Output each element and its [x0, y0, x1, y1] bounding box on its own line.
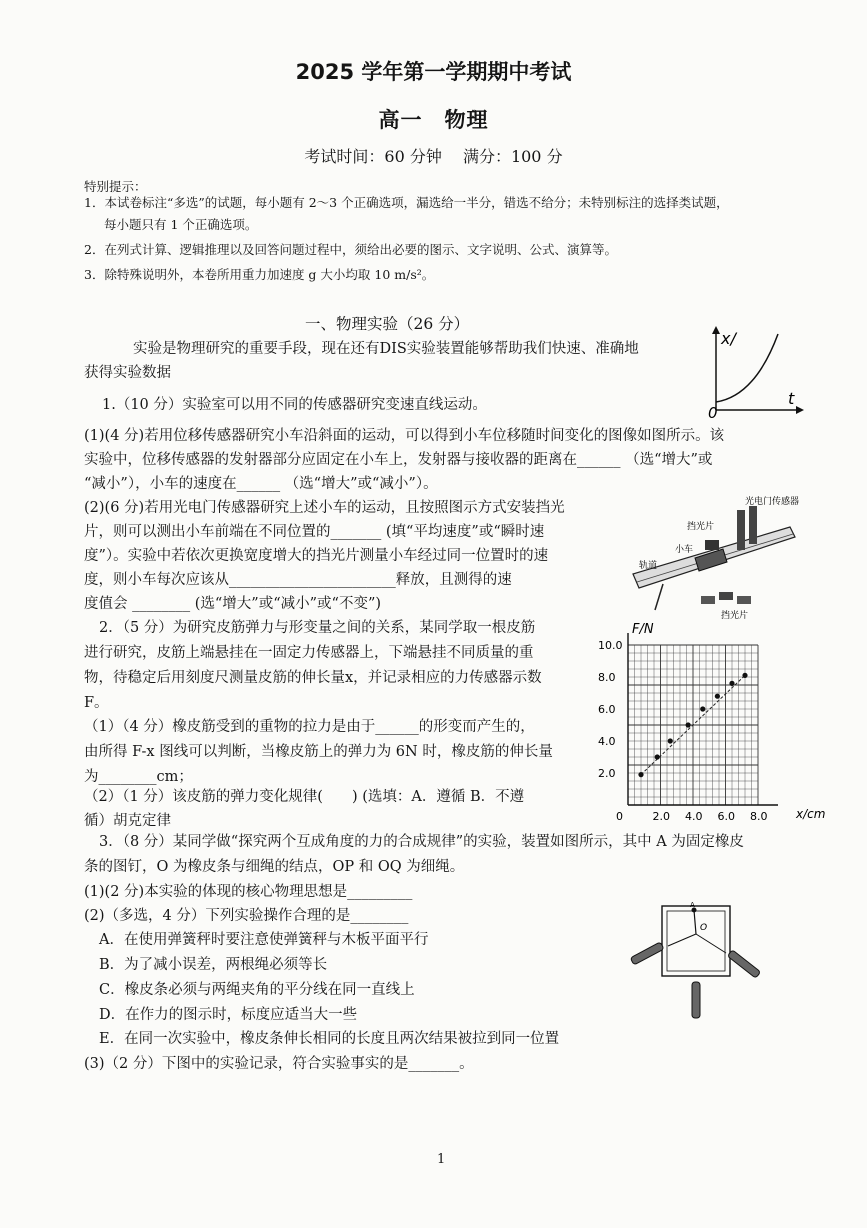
q3-option-b: B．为了减小误差，两根绳必须等长 — [99, 957, 328, 973]
section-intro-1: 实验是物理研究的重要手段，现在还有DIS实验装置能够帮助我们快速、准确地 — [133, 341, 639, 357]
note-1: 1．本试卷标注“多选”的试题，每小题有 2～3 个正确选项，漏选给一半分，错选不给分；未特别标注的选择类试题， — [84, 195, 729, 210]
fx-xlabel: x/cm — [796, 807, 826, 821]
force-board-figure — [628, 898, 768, 1023]
label-shade: 挡光片 — [687, 522, 715, 532]
xt-x-label: t — [788, 389, 795, 408]
fx-data-point — [715, 694, 720, 699]
fx-ylabel: F/N — [632, 622, 654, 637]
q1-p2-line3: 度”）。实验中若依次更换宽度增大的挡光片测量小车经过同一位置时的速 — [84, 548, 549, 564]
q1-p2-line1: (2)(6 分)若用光电门传感器研究上述小车的运动，且按照图示方式安装挡光 — [84, 500, 565, 516]
q2-p1-3: 为________cm； — [84, 769, 193, 785]
label-o: O — [700, 923, 708, 933]
q1-stem: 1.（10 分）实验室可以用不同的传感器研究变速直线运动。 — [102, 397, 487, 413]
label-a: A — [690, 901, 695, 909]
notes-heading: 特别提示： — [84, 179, 147, 194]
exam-title: 2025 学年第一学期期中考试 — [295, 60, 572, 84]
q2-p2-2: 循）胡克定律 — [84, 813, 171, 829]
photogate — [737, 510, 745, 550]
q1-p1-line3: “减小”），小车的速度在______ （选“增大”或“减小”）。 — [84, 476, 438, 492]
q2-p1-1: （1）（4 分）橡皮筋受到的重物的拉力是由于______的形变而产生的， — [84, 719, 535, 735]
label-cart: 小车 — [675, 545, 694, 555]
q1-p2-line2: 片，则可以测出小车前端在不同位置的_______ (填“平均速度”或“瞬时速 — [84, 524, 545, 540]
q3-p3: (3)（2 分）下图中的实验记录，符合实验事实的是_______。 — [84, 1056, 474, 1072]
fx-y-tick: 6.0 — [598, 703, 616, 716]
exam-subject: 高一 物理 — [378, 108, 489, 132]
fx-data-point — [700, 706, 705, 711]
fx-x-tick: 4.0 — [685, 810, 703, 823]
fx-chart — [590, 615, 840, 830]
q1-p2-line4: 度，则小车每次应该从_______________________释放，且测得的速 — [84, 572, 512, 588]
spring-scale-right — [727, 950, 760, 978]
section-intro-2: 获得实验数据 — [84, 365, 171, 381]
q3-p2: (2)（多选，4 分）下列实验操作合理的是________ — [84, 908, 409, 924]
fx-y-tick: 10.0 — [598, 639, 623, 652]
q3-stem-2: 条的图钉，O 为橡皮条与细绳的结点，OP 和 OQ 为细绳。 — [84, 859, 465, 875]
board — [662, 906, 730, 976]
q1-p1-line1: (1)(4 分)若用位移传感器研究小车沿斜面的运动，可以得到小车位移随时间变化的图像如图所示。该 — [84, 428, 725, 444]
q2-stem-4: F。 — [84, 695, 109, 711]
q3-option-a: A．在使用弹簧秤时要注意使弹簧秤与木板平面平行 — [99, 932, 429, 948]
q3-option-d: D．在作力的图示时，标度应适当大一些 — [99, 1007, 358, 1023]
label-sensor: 光电门传感器 — [745, 497, 800, 507]
fx-y-tick: 2.0 — [598, 767, 616, 780]
spring-scale-left — [630, 942, 664, 965]
fx-x-tick: 2.0 — [652, 810, 670, 823]
fx-x-tick: 8.0 — [750, 810, 768, 823]
fx-data-point — [742, 673, 747, 678]
label-shades: 挡光片 — [721, 611, 749, 621]
q3-option-c: C．橡皮条必须与两绳夹角的平分线在同一直线上 — [99, 982, 415, 998]
xt-origin: 0 — [708, 404, 718, 420]
fx-data-point — [638, 772, 643, 777]
q1-p2-line5: 度值会 ________ (选“增大”或“减小”或“不变”) — [84, 596, 382, 612]
note-2: 2．在列式计算、逻辑推理以及回答问题过程中，须给出必要的图示、文字说明、公式、演算等。 — [84, 242, 617, 257]
note-3: 3．除特殊说明外，本卷所用重力加速度 g 大小均取 10 m/s²。 — [84, 267, 435, 282]
fx-data-point — [655, 754, 660, 759]
q2-p1-2: 由所得 F-x 图线可以判断，当橡皮筋上的弹力为 6N 时，橡皮筋的伸长量 — [84, 744, 553, 760]
fx-data-point — [668, 738, 673, 743]
section-title: 一、物理实验（26 分） — [305, 315, 470, 333]
fx-data-point — [729, 681, 734, 686]
fx-data-point — [686, 722, 691, 727]
q2-p2-1: （2）（1 分）该皮筋的弹力变化规律( ) (选填：A．遵循 B．不遵 — [84, 789, 525, 805]
exam-info: 考试时间：60 分钟 满分：100 分 — [304, 147, 563, 166]
q2-stem-2: 进行研究，皮筋上端悬挂在一固定力传感器上，下端悬挂不同质量的重 — [84, 645, 534, 661]
note-1b: 每小题只有 1 个正确选项。 — [104, 217, 258, 232]
label-track: 轨道 — [639, 561, 658, 571]
q3-p1: (1)(2 分)本实验的体现的核心物理思想是_________ — [84, 884, 413, 900]
xt-graph — [700, 320, 810, 420]
q2-stem-3: 物，待稳定后用刻度尺测量皮筋的伸长量x，并记录相应的力传感器示数 — [84, 670, 542, 686]
spring-scale-bottom — [692, 982, 700, 1018]
fx-y-tick: 8.0 — [598, 671, 616, 684]
photogate-apparatus — [625, 492, 805, 622]
fx-x-tick: 6.0 — [717, 810, 735, 823]
shade-plate — [705, 540, 719, 550]
q2-stem-1: 2．（5 分）为研究皮筋弹力与形变量之间的关系，某同学取一根皮筋 — [99, 620, 536, 636]
fx-y-tick: 4.0 — [598, 735, 616, 748]
page-number: 1 — [437, 1152, 446, 1167]
xt-y-label: x/ — [721, 329, 736, 348]
q1-p1-line2: 实验中，位移传感器的发射器部分应固定在小车上，发射器与接收器的距离在______ （选“增大”或 — [84, 452, 713, 468]
fx-x-tick: 0 — [616, 810, 623, 823]
q3-option-e: E．在同一次实验中，橡皮条伸长相同的长度且两次结果被拉到同一位置 — [99, 1031, 560, 1047]
q3-stem-1: 3．（8 分）某同学做“探究两个互成角度的力的合成规律”的实验，装置如图所示，其中 A 为固定橡皮 — [99, 834, 744, 850]
